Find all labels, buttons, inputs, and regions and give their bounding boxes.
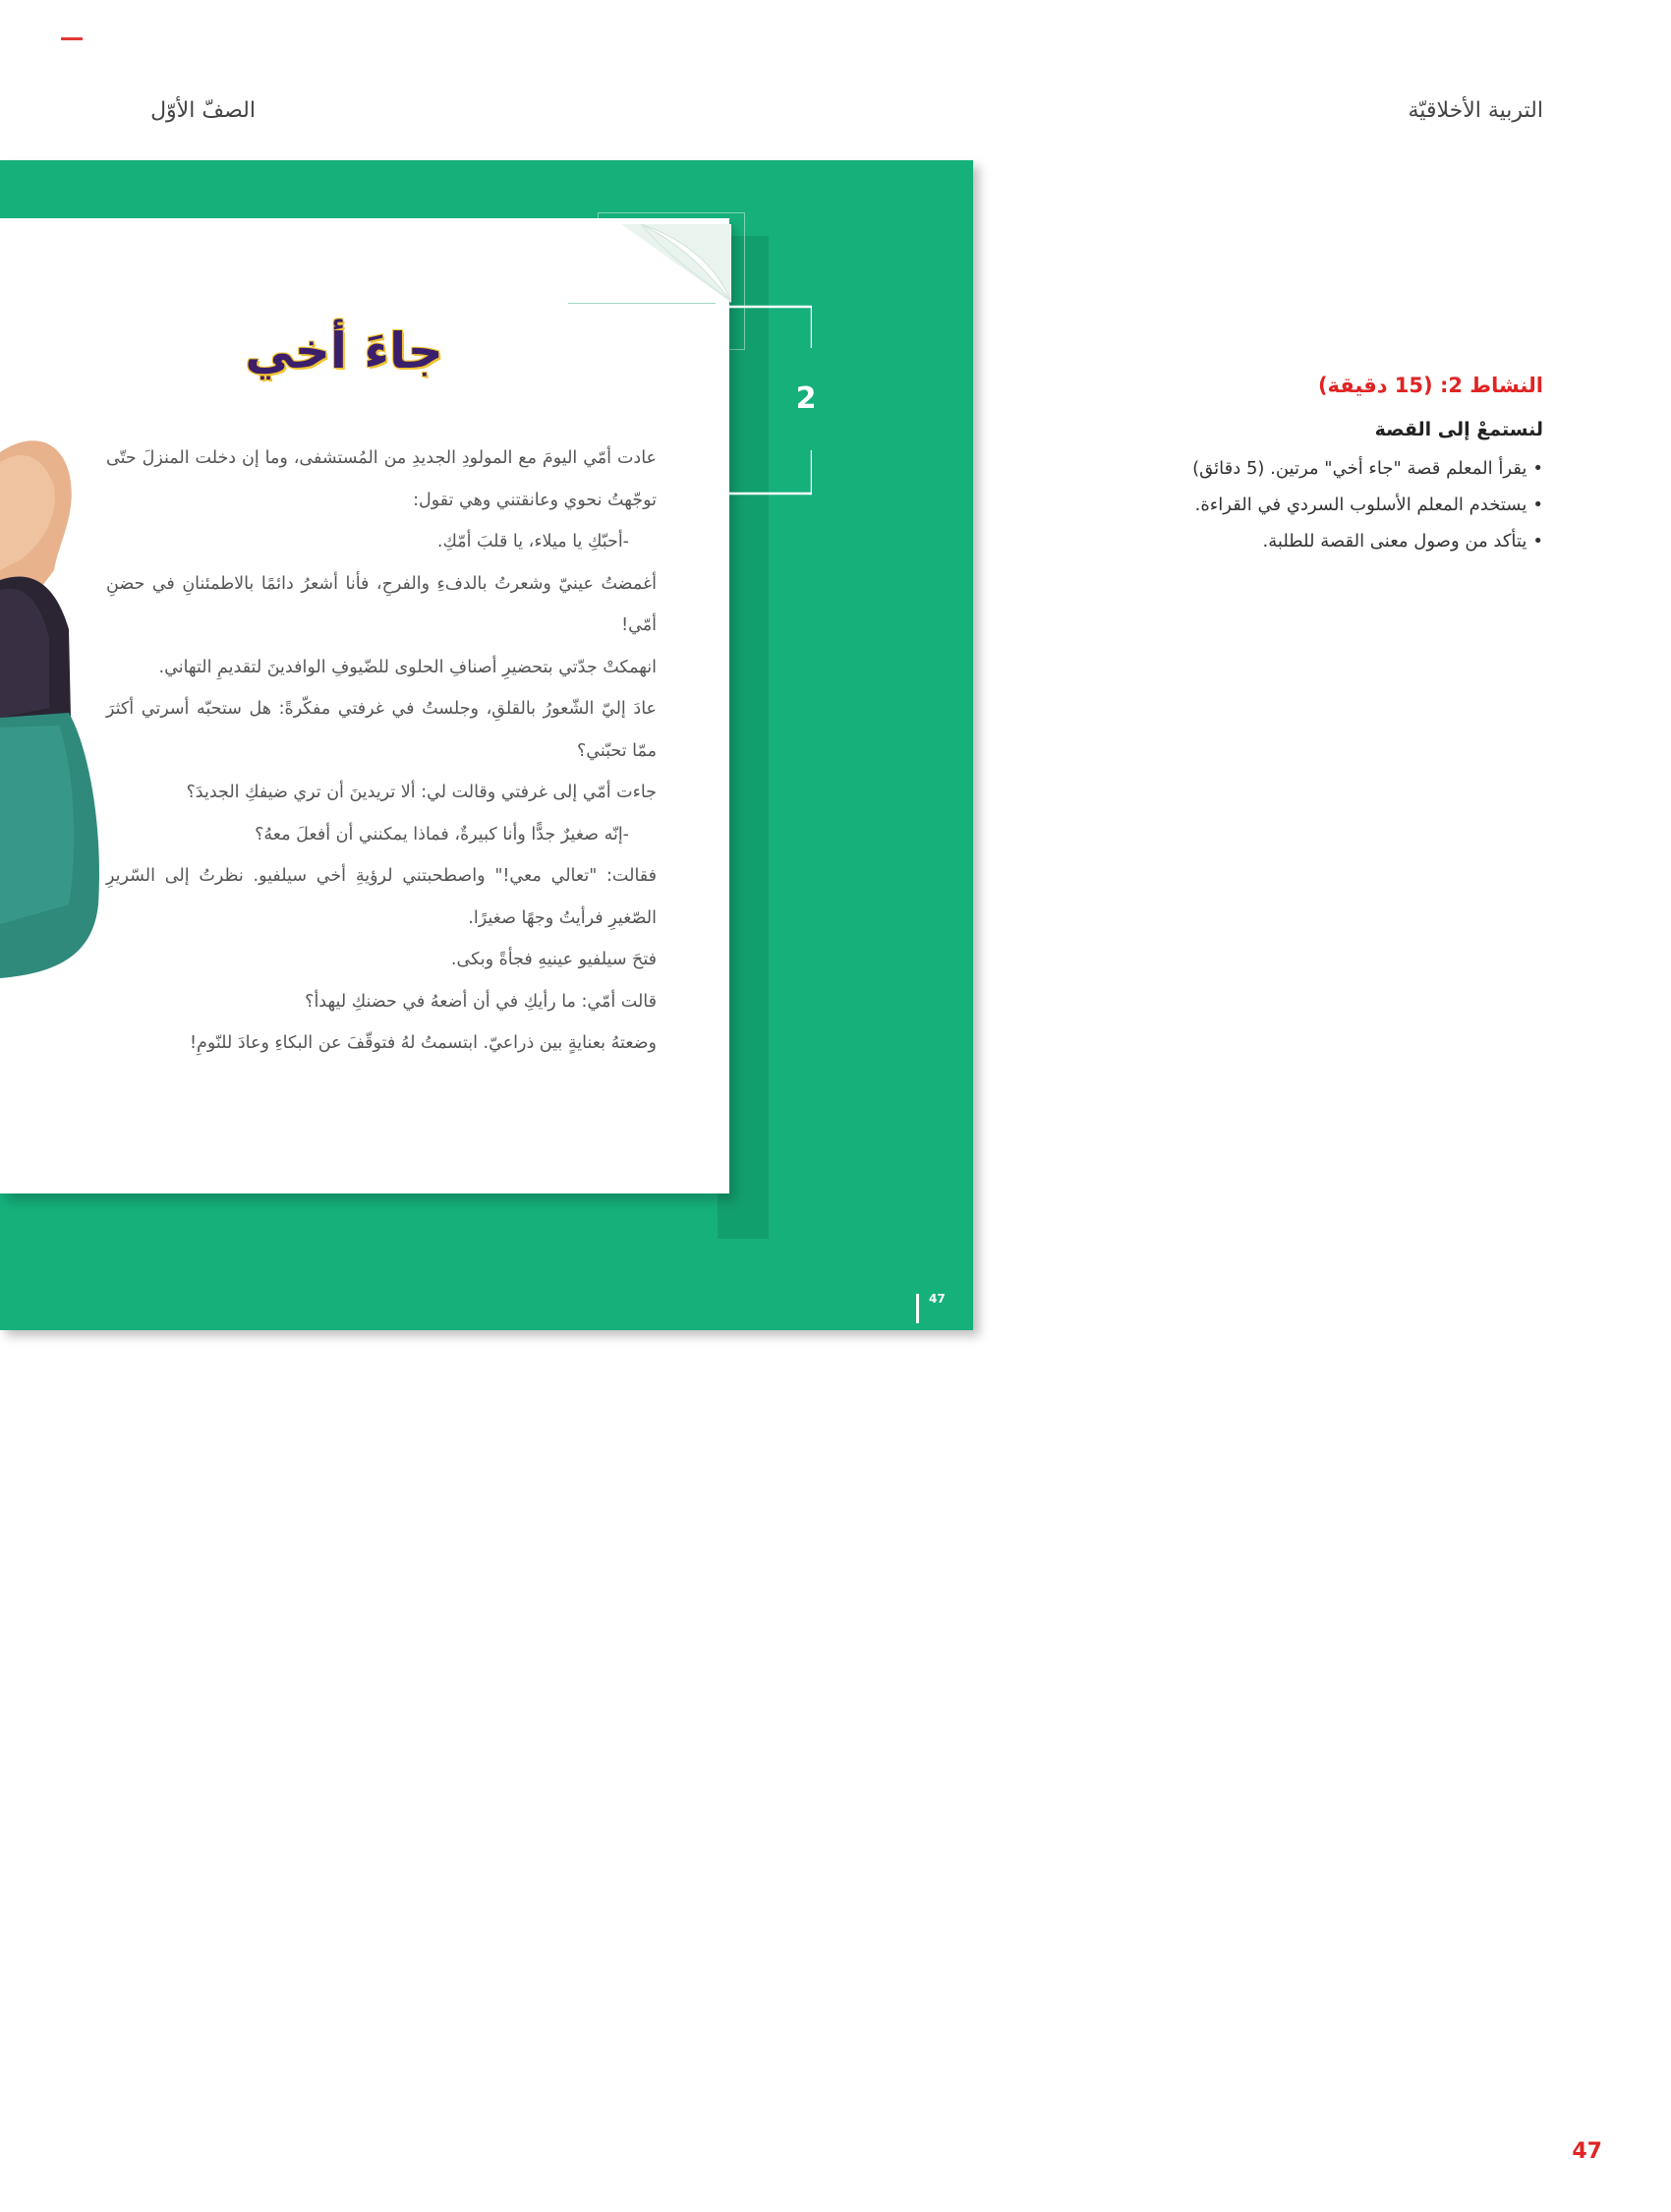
- story-paragraph: وضعتهُ بعنايةٍ بين ذراعيّ. ابتسمتُ لهُ فتوقّفَ عن البكاءِ وعادَ للنّومِ!: [190, 1033, 657, 1053]
- top-color-mark: [61, 37, 83, 40]
- page-number: 47: [1572, 2139, 1602, 2164]
- connector-line: [568, 303, 716, 304]
- story-paragraph: انهمكتْ جدّتي بتحضيرِ أصنافِ الحلوى للضّيوفِ الوافدينَ لتقديمِ التهاني.: [158, 657, 657, 677]
- list-item: [1121, 487, 1543, 523]
- subject-header: التربية الأخلاقيّة: [1408, 98, 1543, 123]
- story-paragraph: قالت أمّي: ما رأيكِ في أن أضعهُ في حضنكِ ليهدأ؟: [305, 991, 657, 1012]
- bullet-icon: •: [1532, 531, 1543, 552]
- marker-number: 2: [795, 381, 817, 416]
- story-title: جاءَ أخي: [245, 322, 443, 379]
- teacher-notes: [1121, 374, 1543, 559]
- inner-page-divider: [916, 1294, 919, 1323]
- story-paragraph: أغمضتُ عينيّ وشعرتُ بالدفءِ والفرحِ، فأنا أشعرُ دائمًا بالاطمئنانِ في حضنِ أمّي!: [106, 573, 657, 635]
- page-curl-icon: [621, 224, 731, 303]
- story-paragraph: عادَ إليّ الشّعورُ بالقلقِ، وجلستُ في غرفتي مفكّرةً: هل ستحبّه أسرتي أكثرَ ممّا تحبّني؟: [106, 699, 657, 761]
- story-paragraph: عادت أمّي اليومَ مع المولودِ الجديدِ من المُستشفى، وما إن دخلت المنزلَ حتّى توجّهتُ نحوي وعانقتني وهي تقول:: [106, 448, 657, 510]
- list-item: [1121, 523, 1543, 559]
- girl-illustration: [0, 433, 108, 983]
- bullet-icon: •: [1532, 495, 1543, 515]
- inner-page-number: 47: [929, 1292, 946, 1306]
- story-paragraph: فتحَ سيلفيو عينيهِ فجأةً وبكى.: [450, 950, 657, 969]
- notes-subheading: لنستمعْ إلى القصة: [1374, 419, 1543, 440]
- story-body: [106, 437, 657, 1065]
- story-paragraph: جاءت أمّي إلى غرفتي وقالت لي: ألا تريدينَ أن تري ضيفكِ الجديدَ؟: [186, 783, 657, 802]
- story-paragraph: فقالت: "تعالي معي!" واصطحبتني لرؤيةِ أخي سيلفيو. نظرتُ إلى السّريرِ الصّغيرِ فرأيتُ وجهًا صغيرًا.: [106, 866, 657, 928]
- activity-heading: النشاط 2: (15 دقيقة): [1317, 374, 1543, 397]
- grade-header: الصفّ الأوّل: [150, 98, 256, 123]
- list-item-text: يتأكد من وصول معنى القصة للطلبة.: [1262, 531, 1527, 552]
- list-item: [1121, 450, 1543, 487]
- story-paragraph: -إنّه صغيرٌ جدًّا وأنا كبيرةٌ، فماذا يمكنني أن أفعلَ معهُ؟: [255, 824, 629, 844]
- list-item-text: يستخدم المعلم الأسلوب السردي في القراءة.: [1194, 495, 1527, 515]
- notes-list: [1121, 450, 1543, 559]
- list-item-text: يقرأ المعلم قصة "جاء أخي" مرتين. (5 دقائق): [1192, 458, 1527, 479]
- story-paragraph: -أحبّكِ يا ميلاء، يا قلبَ أمّكِ.: [436, 532, 629, 552]
- bullet-icon: •: [1532, 458, 1543, 479]
